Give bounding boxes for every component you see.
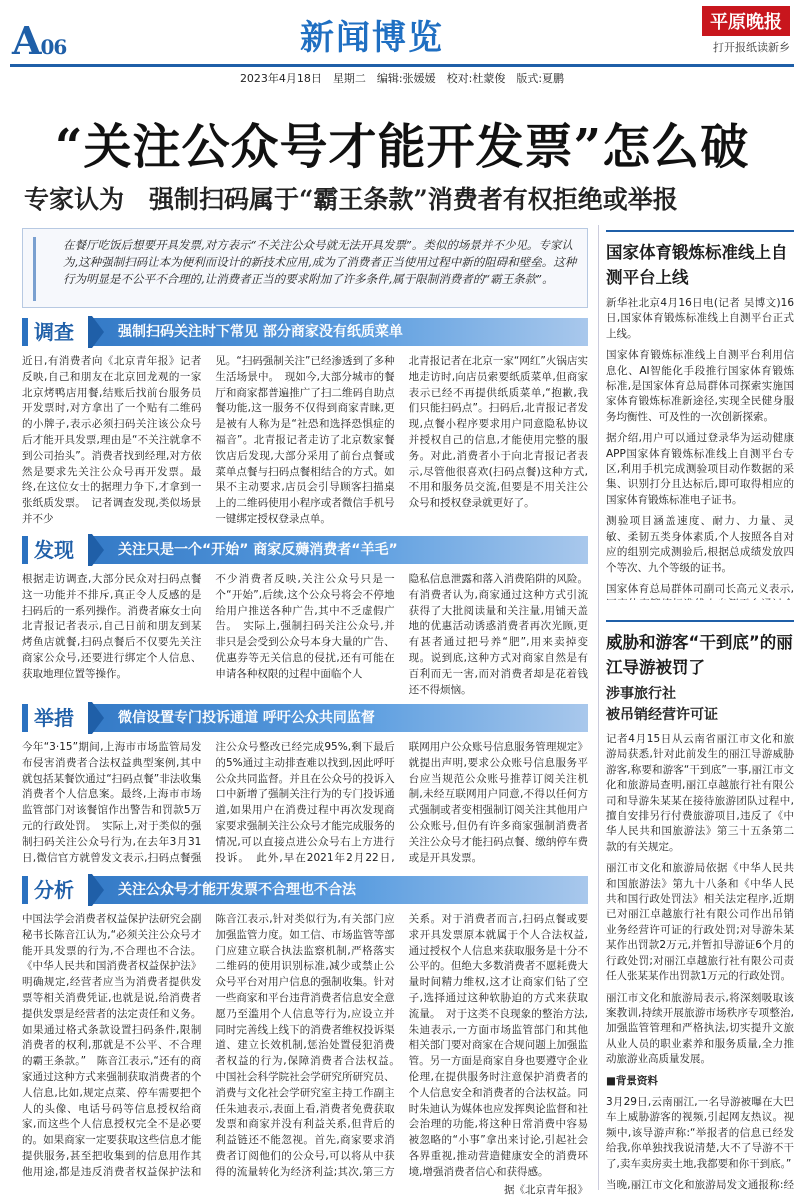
article-source: 据《北京青年报》	[504, 1184, 588, 1196]
sidebar-paragraph: 3月29日,云南丽江,一名导游被曝在大巴车上威胁游客的视频,引起网友热议。视频中,该导游声称:“举报者的信息已经发给我,你单独找我说清楚,大不了导游不干了,卖车卖房卖土地,我都要和你干到底。”	[606, 1095, 794, 1170]
masthead	[0, 0, 804, 68]
sidebar-rule	[606, 230, 794, 232]
article-columns	[22, 354, 588, 526]
paper-slogan: 打开报纸读新乡	[713, 41, 790, 54]
article-column: 隐私信息泄露和落入消费陷阱的风险。有消费者认为,商家通过这种方式引流获得了大批阅读量和关注量,用铺天盖地的优惠活动诱惑消费者再次光顾,更有甚者通过把号养“肥”,用来卖掉变现。说到底,这种方式对商家自然是有百利而无一害,而对消费者却是花着钱还不得烦恼。	[408, 573, 588, 696]
dateline: 2023年4月18日 星期二 编辑:张媛媛 校对:杜蒙俊 版式:夏鹏	[239, 72, 565, 85]
sidebar-paragraph: 丽江市文化和旅游局依据《中华人民共和国旅游法》第九十八条和《中华人民共和国行政处罚法》相关法定程序,近期已对丽江卓越旅行社有限公司作出吊销业务经营许可证的行政处罚;对导游朱某某作出罚款2万元,并暂扣导游证6个月的行政处罚;对丽江卓越旅行社有限公司责任人张某某作出罚款1万元的行政处罚。	[606, 862, 794, 983]
lead-paragraph: 在餐厅吃饭后想要开具发票,对方表示“不关注公众号就无法开具发票”。类似的场景并不少见。专家认为,这种强制扫码让本为便利而设计的新技术应用,成为了消费者正当使用过程中新的阻碍和壁垒。这种行为明显是不公平不合理的,让消费者正当的要求附加了许多条件,属于限制消费者的“霸王条款”。	[22, 228, 588, 308]
sidebar-paragraph: 据介绍,用户可以通过登录华为运动健康APP国家体育锻炼标准线上自测平台专区,利用手机完成测验项目动作数据的采集、识别打分且达标后,即可取得相应的国家体育锻炼标准电子证书。	[606, 432, 794, 506]
section-bar-analysis	[22, 876, 588, 904]
article-column: 不少消费者反映,关注公众号只是一个“开始”,后续,这个公众号将会不停地给用户推送各种广告,其中不乏虚假广告。 实际上,强制扫码关注公众号,并非只是会受到公众号本身大量的广告、优惠券等无关信息的侵扰,还有可能在申请各种权限的过程中面临个人	[215, 573, 395, 680]
sub-headline: 专家认为 强制扫码属于“霸王条款”消费者有权拒绝或举报	[24, 185, 678, 214]
article-columns	[22, 740, 588, 866]
column-divider	[598, 225, 599, 1190]
article-column: 关系。对于消费者而言,扫码点餐或要求开具发票原本就属于个人合法权益,通过授权个人信息来获取服务是十分不公平的。但绝大多数消费者不愿耗费大量时间精力维权,这才让商家们钻了空子,选择通过这种软胁迫的方式来获取流量。 对于这类不良现象的整治方法,朱迪表示,一方面市场监管部门和其他相关部门要对商家在合规问题上加强监管。另一方面是商家自身也要遵守企业伦理,在提供服务时注意保护消费者的个人信息安全和消费者的合法权益。同时朱迪认为媒体也应发挥舆论监督和社会治理的功能,将这种日常消费中容易被忽略的“小事”拿出来讨论,引起社会各界重视,推动营造健康安全的消费环境,增强消费者信心和获得感。	[408, 913, 588, 1178]
article-column: 今年“3·15”期间,上海市市场监管局发布侵害消费者合法权益典型案例,其中就包括某餐饮通过“扫码点餐”非法收集消费者个人信息案。最终,上海市市场监管部门对该餐馆作出警告和罚款5万元的行政处罚。 实际上,对于类似的强制扫码关注公众号行为,在去年3月31日,微信官方就曾发文表示,扫码点餐强	[22, 741, 202, 864]
section-bar-title: 关注只是一个“开始” 商家反薅消费者“羊毛”	[118, 542, 398, 558]
sidebar-paragraph: 记者4月15日从云南省丽江市文化和旅游局获悉,针对此前发生的丽江导游威胁游客,称要和游客“干到底”一事,丽江市文化和旅游局查明,丽江卓越旅行社有限公司和导游朱某某在接待旅游团队过程中,擅自安排另行付费旅游项目,违反了《中华人民共和国旅游法》第三十五条第二款的有关规定。	[606, 733, 794, 853]
sidebar-headline: 国家体育锻炼标准线上自测平台上线	[606, 243, 788, 287]
section-tag: 分析	[28, 874, 92, 906]
background-label: ■背景资料	[606, 1074, 658, 1087]
article-column: 中国法学会消费者权益保护法研究会副秘书长陈音江认为,“必须关注公众号才能开具发票的行为,不合理也不合法。《中华人民共和国消费者权益保护法》明确规定,经营者应当为消费者提供发票等相关消费凭证,也就是说,给消费者提供发票是经营者的法定责任和义务。如果通过格式条款设置扫码条件,限制消费者的权利,那就是不公平、不合理的霸王条款。” 陈音江表示,“还有的商家通过这种方式来强制获取消费者的个人信息,比如,规定点菜、停车需要把个人的头像、电话号码等信息授权给商家,而这些个人信息授权完全不是必要的。如果商家一定要获取这些信息才能提供服务,甚至把收集到的信息用作其他用途,都是违反消费者权益保护法和	[22, 913, 202, 1178]
section-tag: 举措	[28, 702, 92, 734]
article-column: 见。“扫码强制关注”已经渗透到了多种生活场景中。 现如今,大部分城市的餐厅和商家都普遍推广了扫二维码自助点餐功能,这一服务不仅得到商家青睐,更是被有人称为是“社恐和选择恐惧症的福音”。北青报记者走访了北京数家餐饮店后发现,大部分采用了前台点餐或菜单点餐与扫码点餐相结合的方式。如果不主动要求,店员会引导顾客扫描桌上的二维码使用小程序或者微信手机号一键绑定授权登录点单。	[215, 355, 395, 525]
sidebar-paragraph: 丽江市文化和旅游局表示,将深刻吸取该案教训,持续开展旅游市场秩序专项整治,加强监管管理和严格执法,切实提升文旅从业人员的职业素养和服务质量,全力推动旅游业高质量发展。	[606, 991, 794, 1066]
section-tag: 调查	[28, 316, 92, 348]
article-column: 陈音江表示,针对类似行为,有关部门应加强监管力度。如工信、市场监管等部门应建立联合执法监察机制,严格落实二维码的使用识别标准,减少或禁止公众号平台对用户信息的强制收集。针对一些商家和平台违背消费者信息安全意愿乃至滥用个人信息等行为,应设立并同时完善线上线下的消费者维权投诉渠道、建立长效机制,惩治处置侵犯消费者权益的行为,保障消费者合法权益。 中国社会科学院社会学研究所研究员、消费与文化社会学研究室主持工作副主任朱迪表示,表面上看,消费者免费获取发票和商家并没有利益关系,但背后的利益链还不能忽视。首先,商家要求消费者订阅他们的公众号,可以将从中获得的流量转化为经济利益;其次,第三方	[215, 913, 395, 1178]
article-column: 北青报记者在北京一家“网红”火锅店实地走访时,向店员索要纸质菜单,但商家表示已经不再提供纸质菜单,“抱歉,我们只能扫码点”。扫码后,北青报记者发现,点餐小程序要求用户同意隐私协议并授权自己的信息,才能使用完整的服务。对此,消费者小于向北青报记者表示,尽管他很喜欢(扫码点餐)这种方式,不用和服务员交流,但要是不用关注公众号和授权登录就更好了。	[408, 355, 588, 510]
section-bar-investigation	[22, 318, 588, 346]
paper-logo	[702, 6, 790, 55]
sidebar-paragraph: 测验项目涵盖速度、耐力、力量、灵敏、柔韧五类身体素质,个人按照各自对应的组别完成测验后,根据总成绩发放四个等次、九个等级的证书。	[606, 515, 794, 574]
article-column: 联网用户公众账号信息服务管理规定》就提出声明,要求公众账号信息服务平台应当规范公众账号推荐订阅关注机制,未经互联网用户同意,不得以任何方式强制或者变相强制订阅关注其他用户公众账号,但仍有许多商家强制消费者关注公众号才能扫码点餐、缴纳停车费或是开具发票。	[408, 741, 588, 864]
page-number: A06	[12, 18, 67, 63]
sidebar-subtitle: 被吊销经营许可证	[606, 707, 718, 723]
section-title: 新闻博览	[300, 18, 444, 58]
sidebar-article-lijiang	[606, 620, 794, 1192]
section-bar-discovery	[22, 536, 588, 564]
sidebar-headline: 威胁和游客“干到底”的丽江导游被罚了	[606, 633, 793, 677]
sidebar-paragraph: 新华社北京4月16日电(记者 吴博文)16日,国家体育锻炼标准线上自测平台正式上线。	[606, 297, 794, 340]
sidebar-article-fitness	[606, 230, 794, 600]
article-column: 注公众号整改已经完成95%,剩下最后的5%通过主动排查难以找到,因此呼吁公众共同监督。并且在公众号的投诉入口中新增了强制关注行为的专门投诉通道,如果用户在消费过程中再次发现商家要求强制关注公众号才能完成服务的情况,可以直接点进公众号右上方进行投诉。 此外,早在2021年2月22日,	[215, 741, 395, 864]
sidebar-paragraph: 国家体育锻炼标准线上自测平台利用信息化、AI智能化手段推行国家体育锻炼标准,是国家体育总局群体司探索实施国家体育锻炼标准新途径,实现全民健身服务均衡性、可及性的一次创新探索。	[606, 349, 794, 423]
sidebar-paragraph: 国家体育总局群体司副司长高元义表示,	[606, 582, 794, 595]
article-columns	[22, 572, 588, 698]
main-headline: “关注公众号才能开发票”怎么破	[54, 119, 750, 175]
section-bar-title: 关注公众号才能开发票不合理也不合法	[118, 882, 356, 898]
article-columns	[22, 912, 588, 1180]
sidebar-rule	[606, 620, 794, 622]
article-column: 根据走访调查,大部分民众对扫码点餐这一功能并不排斥,真正令人反感的是扫码后的一系列操作。消费者麻女士向北青报记者表示,自己日前和朋友到某烤鱼店就餐,扫码点餐后不仅要先关注商家公众号,还要进行绑定个人信息、获取地理位置等操作。	[22, 573, 202, 680]
section-bar-title: 强制扫码关注时下常见 部分商家没有纸质菜单	[118, 324, 403, 340]
sidebar-subtitle: 涉事旅行社	[606, 686, 676, 702]
section-bar-title: 微信设置专门投诉通道 呼吁公众共同监督	[118, 710, 375, 726]
section-tag: 发现	[28, 534, 92, 566]
paper-name: 平原晚报	[702, 6, 790, 36]
masthead-rule	[10, 64, 794, 67]
section-bar-measures	[22, 704, 588, 732]
sidebar-paragraph: 当晚,丽江市文化和旅游局发文通报称:经	[606, 1178, 794, 1191]
article-column: 近日,有消费者向《北京青年报》记者反映,自己和朋友在北京回龙观的一家北京烤鸭店用餐,结账后找前台服务员开发票时,对方拿出了一个贴有二维码的小牌子,表示必须扫码关注该公众号后才能开具发票,理由是“不关注就拿不到公司抬头”。消费者找到经理,对方依然是要求先关注公众号再开发票。最终,在这位女士的据理力争下,才拿到一张纸质发票。 记者调查发现,类似场景并不少	[22, 355, 202, 525]
